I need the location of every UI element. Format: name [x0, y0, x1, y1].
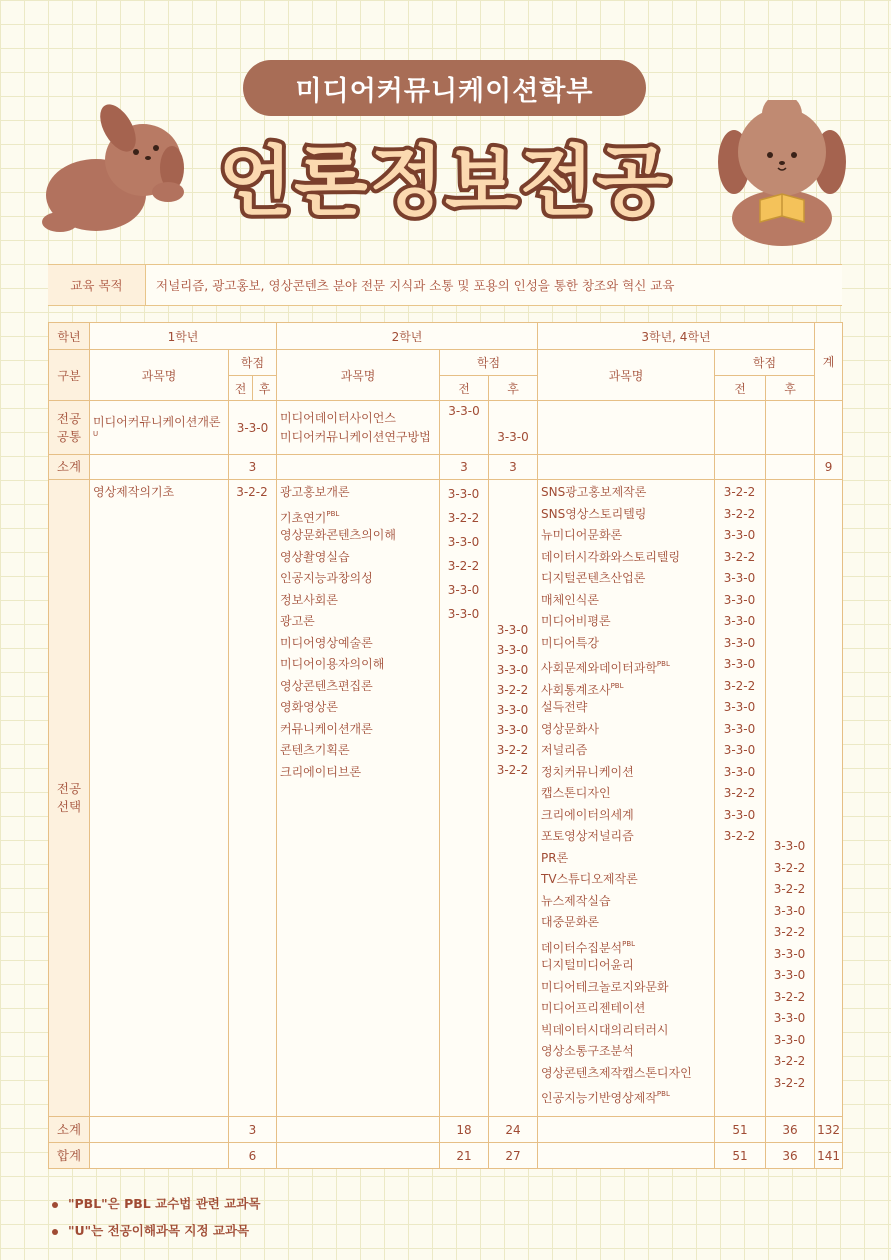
education-purpose — [48, 264, 842, 306]
header-year2: 2학년 — [277, 323, 538, 350]
credit-value: 3-3-0 — [773, 1011, 806, 1025]
common-y1-credit: 3-3-0 — [229, 401, 277, 455]
subtotal2-y34-first: 51 — [715, 1117, 766, 1143]
common-y2-first: 3-3-0 — [440, 401, 489, 455]
subtotal1-y1: 3 — [229, 455, 277, 480]
grand-y1: 6 — [229, 1143, 277, 1169]
y34-elective-course-item: 영상소통구조분석 — [541, 1044, 634, 1058]
subtotal1-y34-course — [538, 455, 715, 480]
credit-value: 3-3-0 — [447, 583, 480, 597]
row-label-common: 전공 공통 — [49, 401, 90, 455]
bullet-icon — [52, 1229, 58, 1235]
y34-elective-course-item: 디지털미디어윤리 — [541, 958, 634, 972]
subtotal2-y1-course — [90, 1117, 229, 1143]
common-total — [815, 401, 843, 455]
elective-y2-first — [440, 480, 489, 1117]
grand-y2-first: 21 — [440, 1143, 489, 1169]
credit-value: 3-3-0 — [496, 623, 529, 637]
common-y2-second: 3-3-0 — [489, 401, 538, 455]
y34-elective-course-item: 저널리즘 — [541, 743, 588, 757]
header-second-y1: 후 — [253, 376, 277, 401]
y2-elective-course-item: 커뮤니케이션개론 — [280, 721, 373, 736]
grand-y2-second: 27 — [489, 1143, 538, 1169]
credit-value: 3-3-0 — [723, 764, 756, 779]
y34-elective-course-item: SNS광고홍보제작론 — [541, 485, 647, 499]
y34-elective-course-item: 설득전략 — [541, 700, 588, 714]
subtotal2-y2-course — [277, 1117, 440, 1143]
bullet-icon — [52, 1202, 58, 1208]
y34-elective-course-item: SNS영상스토리텔링 — [541, 506, 647, 521]
elective-total — [815, 480, 843, 1117]
credit-value: 3-3-0 — [447, 607, 480, 621]
header-credit-y34: 학점 — [715, 350, 815, 376]
major-title: 언론정보전공 — [218, 136, 672, 226]
y34-elective-course-item: TV스튜디오제작론 — [541, 872, 638, 886]
row-label-subtotal2: 소계 — [49, 1117, 90, 1143]
y2-elective-course-item: 인공지능과창의성 — [280, 571, 373, 585]
footnote-u: "U"는 전공이해과목 지정 교과목 — [52, 1217, 260, 1244]
common-y34-second — [766, 401, 815, 455]
y2-elective-course-item: 콘텐츠기획론 — [280, 743, 350, 757]
header-year1: 1학년 — [90, 323, 277, 350]
y34-elective-course-item: 대중문화론 — [541, 915, 599, 929]
header-first-y34: 전 — [715, 376, 766, 401]
y34-elective-course-item: 미디어특강 — [541, 635, 599, 650]
y34-elective-course-item: 크리에이터의세계 — [541, 807, 634, 822]
credit-value: 3-2-2 — [723, 829, 756, 843]
y2-elective-course-item: 크리에이티브론 — [280, 764, 362, 779]
grand-y34-second: 36 — [766, 1143, 815, 1169]
credit-value: 3-2-2 — [773, 860, 806, 875]
grand-y34-course — [538, 1143, 715, 1169]
credit-value: 3-3-0 — [773, 839, 806, 853]
y34-elective-course-item: 데이터수집분석$^{PBL}$ — [541, 939, 636, 955]
header-second-y2: 후 — [489, 376, 538, 401]
header-year: 학년 — [49, 323, 90, 350]
puppy-lying-illustration — [38, 100, 188, 240]
credit-value: 3-3-0 — [723, 807, 756, 822]
credit-value: 3-3-0 — [496, 663, 529, 677]
purpose-label: 교육 목적 — [48, 265, 146, 305]
y34-elective-course-item: 데이터시각화와스토리텔링 — [541, 549, 681, 564]
credit-value: 3-2-2 — [447, 511, 480, 525]
credit-value: 3-3-0 — [447, 487, 480, 501]
elective-y2-second — [489, 480, 538, 1117]
credit-value: 3-3-0 — [723, 743, 756, 757]
grand-y34-first: 51 — [715, 1143, 766, 1169]
subtotal2-y2-second: 24 — [489, 1117, 538, 1143]
subtotal2-y2-first: 18 — [440, 1117, 489, 1143]
header-year34: 3학년, 4학년 — [538, 323, 815, 350]
common-y34-course — [538, 401, 715, 455]
y2-elective-course-item: 광고론 — [280, 614, 315, 628]
y2-elective-course-item: 영상촬영실습 — [280, 549, 350, 564]
header-first-y2: 전 — [440, 376, 489, 401]
header-category: 구분 — [49, 350, 90, 401]
subtotal1-y2-course — [277, 455, 440, 480]
y34-elective-course-item: PR론 — [541, 850, 569, 865]
credit-value: 3-3-0 — [723, 614, 756, 628]
credit-value: 3-2-2 — [773, 1054, 806, 1068]
elective-y1-course: 영상제작의기초 — [90, 480, 229, 1117]
header-total: 계 — [815, 323, 843, 401]
y34-elective-course-item: 뉴스제작실습 — [541, 893, 611, 908]
credit-value: 3-2-2 — [496, 763, 529, 777]
credit-value: 3-2-2 — [723, 678, 756, 693]
credit-value: 3-2-2 — [496, 683, 529, 697]
y34-elective-course-item: 영상콘텐츠제작캡스톤디자인 — [541, 1065, 692, 1080]
common-y1-course: 미디어커뮤니케이션개론$^U$ — [90, 401, 229, 455]
puppy-reading-illustration — [712, 100, 852, 250]
credit-value: 3-2-2 — [723, 786, 756, 800]
y2-elective-course-item: 미디어이용자의이해 — [280, 657, 385, 671]
header-course-y2: 과목명 — [277, 350, 440, 401]
footnote-pbl: "PBL"은 PBL 교수법 관련 교과목 — [52, 1190, 260, 1217]
credit-value: 3-2-2 — [773, 1075, 806, 1090]
credit-value: 3-3-0 — [773, 903, 806, 918]
y2-elective-course-item: 영상문화콘텐츠의이해 — [280, 528, 396, 542]
y34-elective-course-item: 미디어비평론 — [541, 614, 611, 628]
y34-elective-course-item: 사회통계조사$^{PBL}$ — [541, 681, 624, 697]
subtotal1-total: 9 — [815, 455, 843, 480]
header-course-y1: 과목명 — [90, 350, 229, 401]
credit-value: 3-2-2 — [723, 485, 756, 499]
y34-elective-course-item: 미디어테크놀로지와문화 — [541, 979, 669, 994]
y34-elective-course-item: 캡스톤디자인 — [541, 786, 611, 800]
footnotes — [52, 1190, 260, 1244]
credit-value: 3-3-0 — [447, 535, 480, 549]
y34-elective-course-item: 인공지능기반영상제작$^{PBL}$ — [541, 1090, 670, 1105]
y34-elective-course-item: 디지털콘텐츠산업론 — [541, 571, 646, 585]
y34-elective-course-item: 정치커뮤니케이션 — [541, 764, 634, 779]
elective-y2-courses — [277, 480, 440, 1117]
common-y2-course-2: 미디어커뮤니케이션연구방법 — [280, 430, 431, 444]
credit-value: 3-3-0 — [723, 528, 756, 542]
row-label-grand-total: 합계 — [49, 1143, 90, 1169]
common-y34-first — [715, 401, 766, 455]
y34-elective-course-item: 빅데이터시대의리터러시 — [541, 1022, 669, 1037]
credit-value: 3-2-2 — [447, 559, 480, 573]
y2-elective-course-item: 영화영상론 — [280, 700, 338, 714]
credit-value: 3-3-0 — [496, 723, 529, 737]
header-first-y1: 전 — [229, 376, 253, 401]
credit-value: 3-3-0 — [723, 571, 756, 585]
y2-elective-course-item: 영상콘텐츠편집론 — [280, 678, 373, 693]
grand-y1-course — [90, 1143, 229, 1169]
row-label-subtotal1: 소계 — [49, 455, 90, 480]
subtotal2-y1: 3 — [229, 1117, 277, 1143]
curriculum-table — [48, 322, 843, 1169]
y34-elective-course-item: 매체인식론 — [541, 592, 599, 607]
credit-value: 3-2-2 — [773, 925, 806, 939]
y2-elective-course-item: 기초연기$^{PBL}$ — [280, 509, 340, 525]
credit-value: 3-3-0 — [723, 592, 756, 607]
credit-value: 3-2-2 — [723, 549, 756, 564]
credit-value: 3-2-2 — [773, 882, 806, 896]
subtotal2-y34-course — [538, 1117, 715, 1143]
subtotal1-y1-course — [90, 455, 229, 480]
y34-elective-course-item: 뉴미디어문화론 — [541, 528, 623, 542]
header-second-y34: 후 — [766, 376, 815, 401]
header-credit-y1: 학점 — [229, 350, 277, 376]
credit-value: 3-2-2 — [773, 989, 806, 1004]
purpose-text: 저널리즘, 광고홍보, 영상콘텐츠 분야 전문 지식과 소통 및 포용의 인성을 통한 창조와 혁신 교육 — [156, 278, 675, 293]
department-banner: 미디어커뮤니케이션학부 — [243, 60, 646, 116]
subtotal1-y34-first — [715, 455, 766, 480]
header-credit-y2: 학점 — [440, 350, 538, 376]
credit-value: 3-3-0 — [723, 700, 756, 714]
elective-y34-courses — [538, 480, 715, 1117]
common-y2-courses — [277, 401, 440, 455]
credit-value: 3-3-0 — [773, 1032, 806, 1047]
credit-value: 3-3-0 — [496, 703, 529, 717]
elective-y1-credit: 3-2-2 — [229, 480, 277, 1117]
subtotal1-y34-second — [766, 455, 815, 480]
credit-value: 3-3-0 — [723, 635, 756, 650]
subtotal1-y2-first: 3 — [440, 455, 489, 480]
subtotal1-y2-second: 3 — [489, 455, 538, 480]
elective-y34-second — [766, 480, 815, 1117]
common-y2-course-1: 미디어데이터사이언스 — [280, 411, 396, 425]
row-label-elective: 전공 선택 — [49, 480, 90, 1117]
y34-elective-course-item: 영상문화사 — [541, 721, 599, 736]
credit-value: 3-3-0 — [723, 657, 756, 671]
credit-value: 3-3-0 — [773, 946, 806, 961]
credit-value: 3-2-2 — [723, 506, 756, 521]
credit-value: 3-3-0 — [773, 968, 806, 982]
subtotal2-total: 132 — [815, 1117, 843, 1143]
grand-total: 141 — [815, 1143, 843, 1169]
credit-value: 3-3-0 — [496, 643, 529, 657]
grand-y2-course — [277, 1143, 440, 1169]
y2-elective-course-item: 정보사회론 — [280, 592, 338, 607]
y2-elective-course-item: 미디어영상예술론 — [280, 635, 373, 650]
header-course-y34: 과목명 — [538, 350, 715, 401]
y34-elective-course-item: 사회문제와데이터과학$^{PBL}$ — [541, 660, 670, 675]
y34-elective-course-item: 포토영상저널리즘 — [541, 829, 634, 843]
y2-elective-course-item: 광고홍보개론 — [280, 485, 350, 499]
subtotal2-y34-second: 36 — [766, 1117, 815, 1143]
elective-y34-first — [715, 480, 766, 1117]
credit-value: 3-3-0 — [723, 721, 756, 736]
credit-value: 3-2-2 — [496, 743, 529, 757]
y34-elective-course-item: 미디어프리젠테이션 — [541, 1001, 646, 1015]
